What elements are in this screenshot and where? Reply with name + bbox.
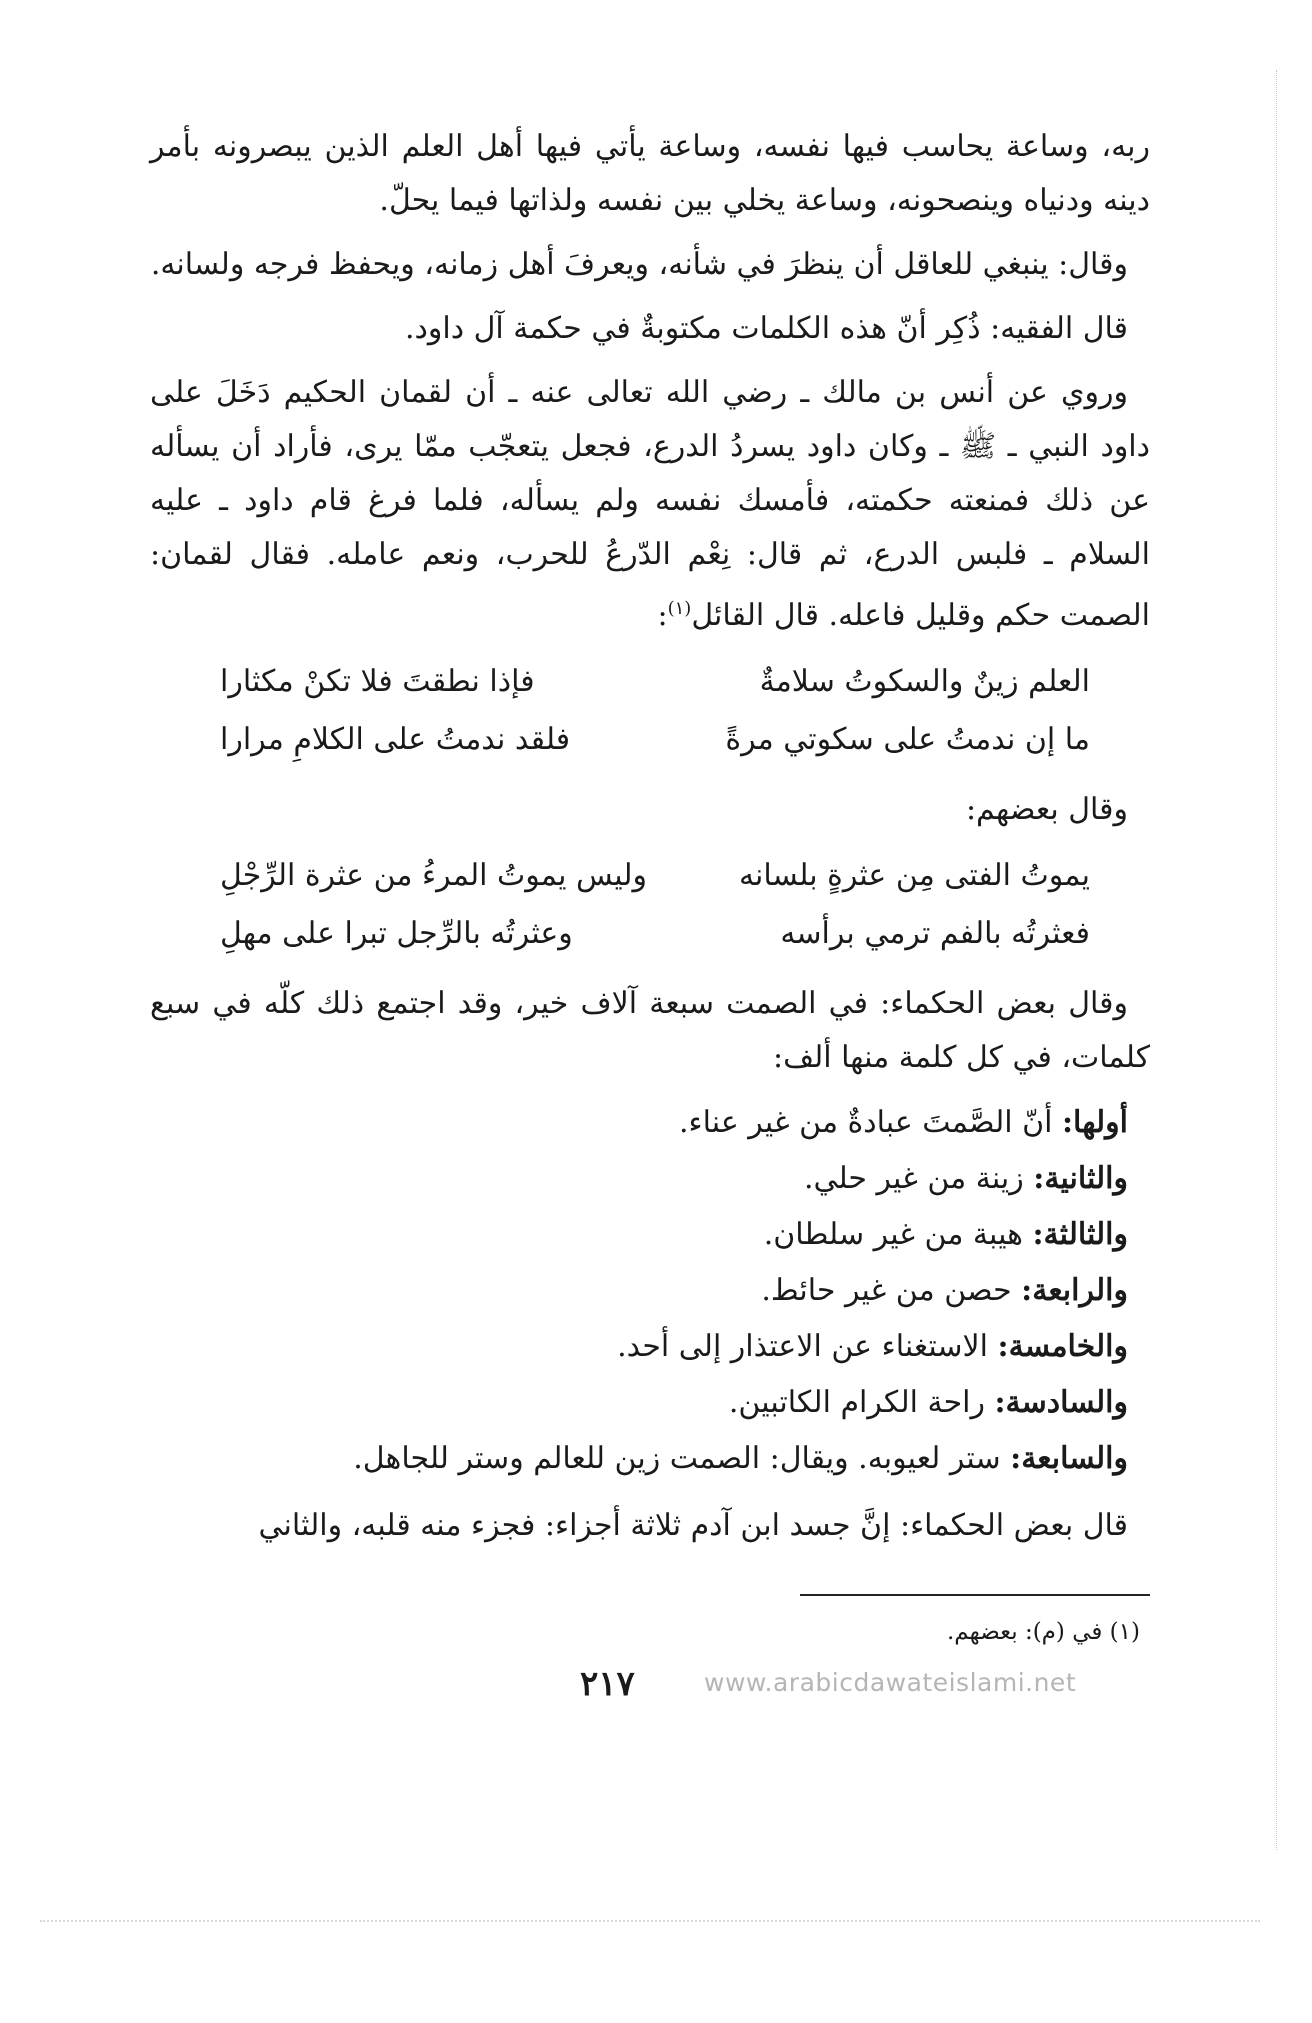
- paragraph-2: وقال: ينبغي للعاقل أن ينظرَ في شأنه، ويعرفَ أهل زمانه، ويحفظ فرجه ولسانه.: [150, 247, 1128, 282]
- verse-row: [150, 711, 1150, 769]
- list-item-label: والسابعة:: [1010, 1441, 1128, 1476]
- list-item: [150, 1375, 1150, 1431]
- paragraph-5: وقال بعضهم:: [965, 792, 1128, 827]
- list-item: [150, 1319, 1150, 1375]
- main-text: [150, 120, 1150, 1563]
- page-edge-line: [1276, 70, 1277, 1850]
- verse-row: [150, 905, 1150, 963]
- verse-first-hemistich: ما إن ندمتُ على سكوتي مرةً: [725, 722, 1090, 757]
- list-item-label: والسادسة:: [994, 1385, 1128, 1420]
- list-item-text: حصن من غير حائط.: [761, 1273, 1022, 1308]
- poem-2: [150, 847, 1150, 963]
- list-item-text: زينة من غير حلي.: [803, 1161, 1034, 1196]
- paragraph-4: [150, 366, 1150, 643]
- paragraph-1-line-1: ربه، وساعة يحاسب فيها نفسه، وساعة يأتي فيها أهل العلم الذين يبصرونه بأمر دينه: [150, 129, 1150, 218]
- list-item-text: راحة الكرام الكاتبين.: [728, 1385, 995, 1420]
- list-item-text: أنّ الصَّمتَ عبادةٌ من غير عناء.: [679, 1105, 1062, 1140]
- footnote-ref: (١): [667, 598, 692, 619]
- list-item-label: والثالثة:: [1032, 1217, 1128, 1252]
- verse-first-hemistich: فعثرتُه بالفم ترمي برأسه: [780, 916, 1090, 951]
- list-item-text: الاستغناء عن الاعتذار إلى أحد.: [617, 1329, 998, 1364]
- verse-first-hemistich: العلم زينٌ والسكوتُ سلامةٌ: [759, 664, 1090, 699]
- paragraph-7: قال بعض الحكماء: إنَّ جسد ابن آدم ثلاثة أجزاء: فجزء منه قلبه، والثاني: [258, 1508, 1128, 1543]
- list-item: [150, 1151, 1150, 1207]
- list-item-label: والخامسة:: [997, 1329, 1128, 1364]
- paragraph-4-end: :: [657, 598, 668, 633]
- list-item: [150, 1207, 1150, 1263]
- verse-second-hemistich: وعثرتُه بالرِّجل تبرا على مهلِ: [220, 916, 573, 951]
- verse-first-hemistich: يموتُ الفتى مِن عثرةٍ بلسانه: [738, 858, 1090, 893]
- paragraph-3: قال الفقيه: ذُكِر أنّ هذه الكلمات مكتوبةٌ في حكمة آل داود.: [405, 311, 1128, 346]
- poem-1: [150, 653, 1150, 769]
- seven-words-list: [150, 1095, 1150, 1487]
- paragraph-4-text: وروي عن أنس بن مالك ـ رضي الله تعالى عنه ـ أن لقمان الحكيم دَخَلَ على داود النبي ـ ﷺ ـ وكان داود يسردُ الدرع، فجعل يتعجّب ممّا يرى، فأراد أن يسأله عن ذلك فمنعته حكمته، فأمسك نفسه ولم يسأله، فلما فرغ قام داود ـ عليه السلام ـ فلبس الدرع، ثم قال: نِعْم الدّرعُ للحرب، ونعم عامله. فقال لقمان: الصمت حكم وقليل فاعله. قال القائل: [150, 375, 1150, 633]
- verse-second-hemistich: وليس يموتُ المرءُ من عثرة الرِّجْلِ: [220, 858, 647, 893]
- paragraph-6: وقال بعض الحكماء: في الصمت سبعة آلاف خير، وقد اجتمع ذلك كلّه في سبع كلمات، في كل كلمة منها ألف:: [150, 986, 1150, 1075]
- list-item: [150, 1431, 1150, 1487]
- list-item-label: أولها:: [1061, 1105, 1128, 1140]
- verse-row: [150, 653, 1150, 711]
- page-number: ٢١٧: [580, 1664, 635, 1704]
- list-item-label: والثانية:: [1033, 1161, 1128, 1196]
- scan-dotted-line: [40, 1920, 1260, 1922]
- footnote-separator: [800, 1594, 1150, 1596]
- verse-second-hemistich: فإذا نطقتَ فلا تكنْ مكثارا: [220, 664, 535, 699]
- list-item-label: والرابعة:: [1021, 1273, 1128, 1308]
- verse-second-hemistich: فلقد ندمتُ على الكلامِ مرارا: [220, 722, 571, 757]
- list-item: [150, 1095, 1150, 1151]
- list-item-text: هيبة من غير سلطان.: [763, 1217, 1033, 1252]
- footnote: (١) في (م): بعضهم.: [946, 1619, 1140, 1645]
- paragraph-1-line-2: ودنياه وينصحونه، وساعة يخلي بين نفسه ولذاتها فيما يحلّ.: [379, 183, 1094, 218]
- verse-row: [150, 847, 1150, 905]
- paragraph-1: [150, 120, 1150, 228]
- list-item-text: ستر لعيوبه. ويقال: الصمت زين للعالم وستر للجاهل.: [353, 1441, 1011, 1476]
- list-item: [150, 1263, 1150, 1319]
- watermark-url: www.arabicdawateislami.net: [704, 1668, 1077, 1697]
